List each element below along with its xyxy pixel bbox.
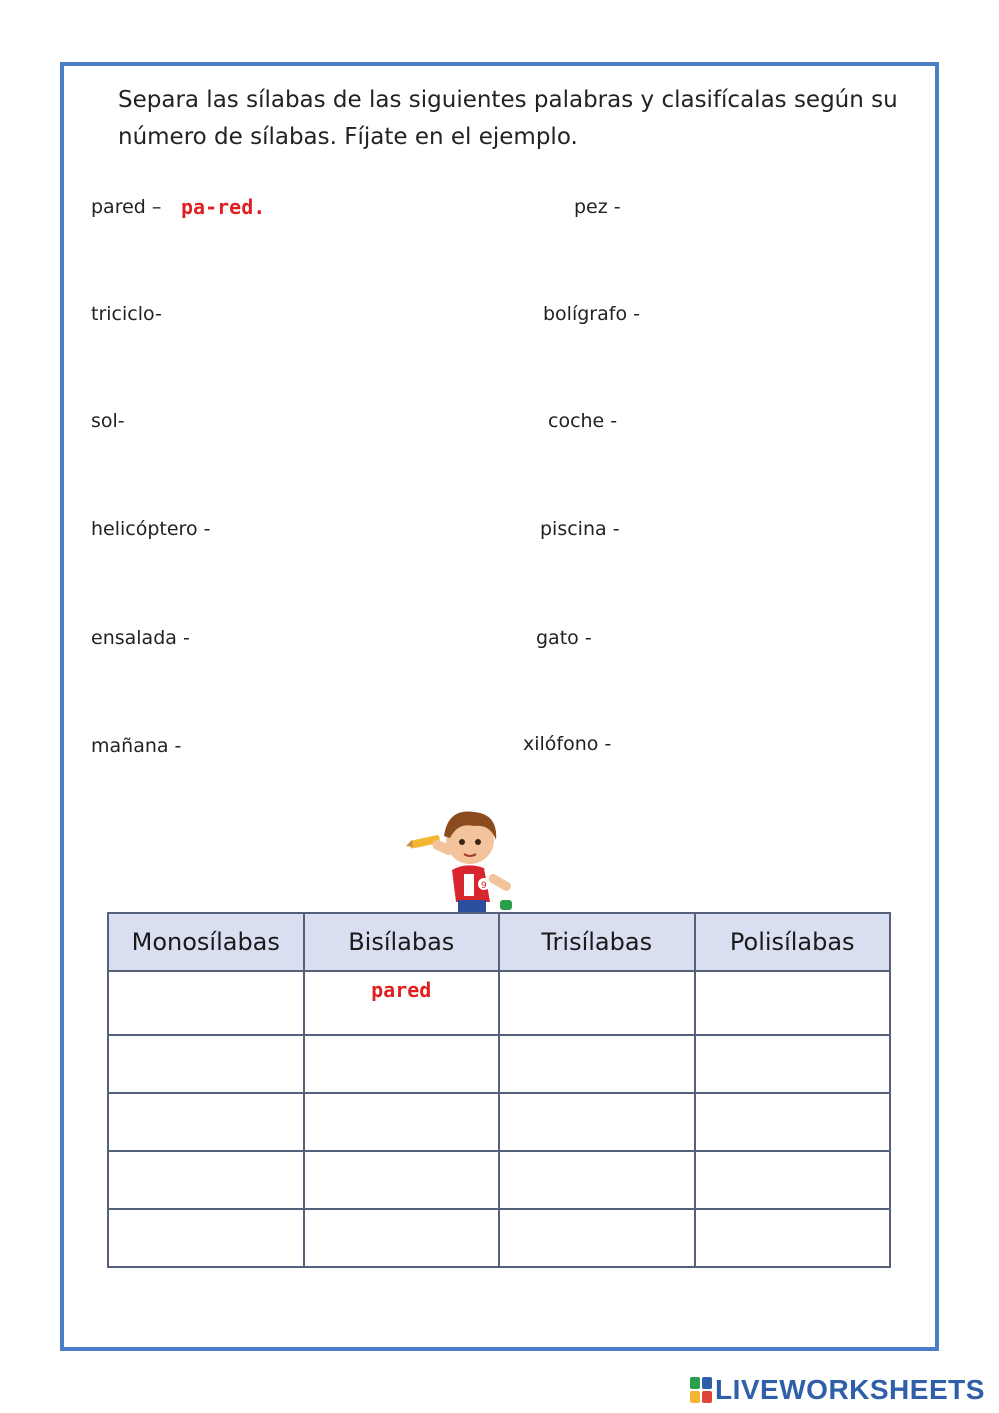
table-row [108,1093,890,1151]
table-row [108,1151,890,1209]
word-manana: mañana - [91,735,182,757]
table-row [108,1035,890,1093]
word-xilofono: xilófono - [523,733,612,755]
word-boligrafo: bolígrafo - [543,303,640,325]
answer-cell[interactable] [108,971,304,1035]
table-row [108,971,890,1035]
word-pared: pared – [91,196,162,218]
boy-with-pencil-illustration [404,802,528,914]
answer-cell[interactable] [499,971,695,1035]
word-helicoptero: helicóptero - [91,518,211,540]
header-monosilabas: Monosílabas [108,913,304,971]
answer-cell[interactable] [695,1093,891,1151]
answer-cell[interactable] [108,1093,304,1151]
answer-cell[interactable] [108,1151,304,1209]
word-coche: coche - [548,410,618,432]
header-trisilabas: Trisílabas [499,913,695,971]
table-row [108,1209,890,1267]
syllable-classification-table [107,912,891,1268]
instructions-text: Separa las sílabas de las siguientes palabras y clasifícalas según su número de sílabas. Fíjate en el ejemplo. [118,87,898,150]
answer-cell[interactable] [695,1035,891,1093]
header-polisilabas: Polisílabas [695,913,891,971]
logo-text: LIVEWORKSHEETS [715,1374,985,1405]
word-pez: pez - [574,196,621,218]
answer-cell[interactable] [499,1151,695,1209]
svg-text:9: 9 [481,881,487,891]
answer-cell[interactable] [108,1035,304,1093]
header-bisilabas: Bisílabas [304,913,500,971]
answer-cell[interactable] [695,1151,891,1209]
example-answer: pa-red. [181,195,266,219]
answer-cell[interactable] [499,1093,695,1151]
answer-cell[interactable] [304,1151,500,1209]
answer-cell[interactable] [304,1035,500,1093]
word-piscina: piscina - [540,518,620,540]
liveworksheets-logo [690,1374,985,1406]
answer-cell[interactable] [499,1209,695,1267]
word-gato: gato - [536,627,592,649]
word-triciclo: triciclo- [91,303,162,325]
answer-cell[interactable] [499,1035,695,1093]
word-sol: sol- [91,410,125,432]
answer-cell[interactable] [695,1209,891,1267]
answer-cell[interactable] [304,1209,500,1267]
example-cell: pared [304,971,500,1035]
liveworksheets-mark-icon [690,1377,712,1403]
answer-cell[interactable] [695,971,891,1035]
answer-cell[interactable] [304,1093,500,1151]
answer-cell[interactable] [108,1209,304,1267]
word-ensalada: ensalada - [91,627,190,649]
